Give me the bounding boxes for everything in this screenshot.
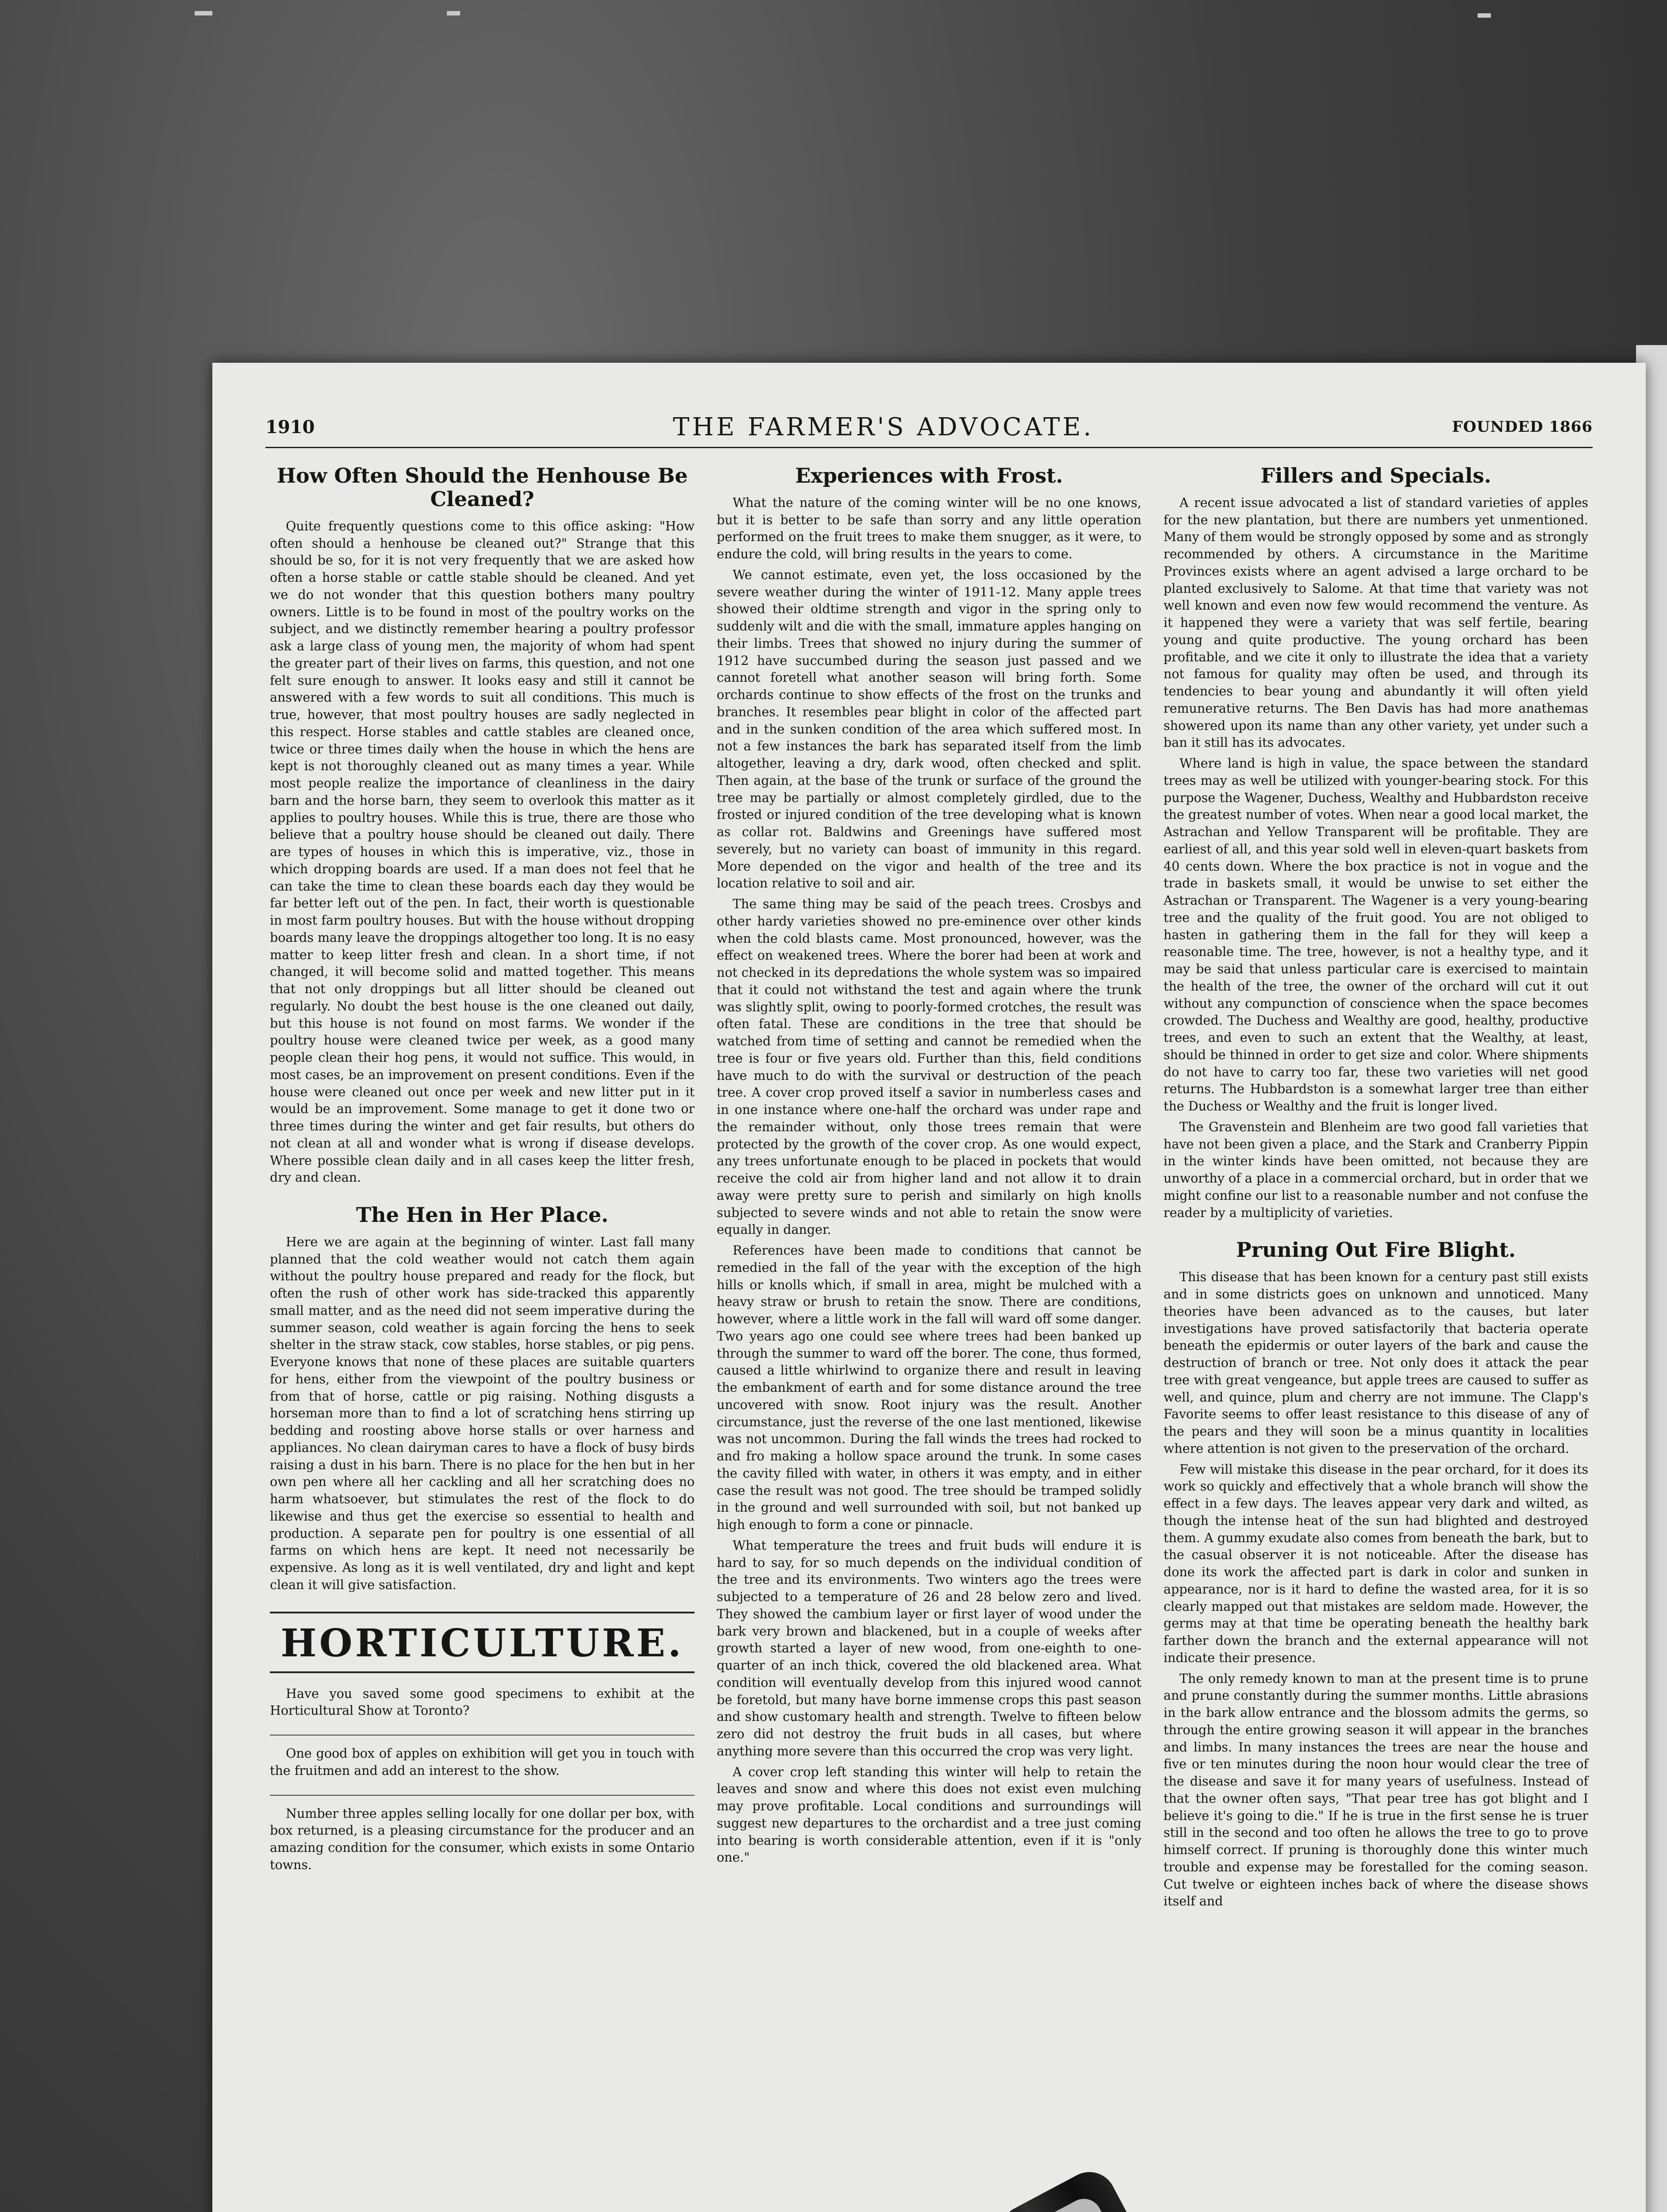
- article-paragraph: The Gravenstein and Blenheim are two good fall varieties that have not been given a place, and the Stark and Cranberry Pippin in the winter kinds have been omitted, not because they are unworthy of a place in a commercial orchard, but in order that we might confine our list to a reasonable number and not confuse the reader by a multiplicity of varieties.: [1164, 1119, 1588, 1220]
- page-number: 1910: [265, 416, 315, 438]
- column-left: [270, 462, 695, 1889]
- article-heading-hen-in-place: The Hen in Her Place.: [356, 1203, 609, 1227]
- article-text-henhouse: Quite frequently questions come to this office asking: "How often should a henhouse be cleaned out?" Strange that this should be so, for it is not very frequently that we are asked how often a horse stable or cattle stable should be cleaned. And yet we do not wonder that this question bothers many poultry owners. Little is to be found in most of the poultry works on the subject, and we distinctly remember hearing a poultry professor ask a large class of young men, the majority of whom had spent the greater part of their lives on farms, this question, and not one felt sure enough to answer. It looks easy and still it cannot be answered with a few words to suit all conditions. This much is true, however, that most poultry houses are sadly neglected in this respect. Horse stables and cattle stables are cleaned once, twice or three times daily when the house in which the hens are kept is not thoroughly cleaned out as many times a year. While most people realize the importance of cleanliness in the dairy barn and the horse barn, they seem to overlook this matter as it applies to poultry houses. While this is true, there are those who believe that a poultry house should be cleaned out daily. There are types of houses in which this is imperative, viz., those in which dropping boards are used. If a man does not feel that he can take the time to clean these boards each day they would be far better left out of the pen. In fact, their worth is questionable in most farm poultry houses. But with the house without dropping boards many leave the droppings altogether too long. It is no easy matter to keep litter fresh and clean. In a short time, if not changed, it will become solid and matted together. This means that not only droppings but all litter should be cleaned out regularly. No doubt the best house is the one cleaned out daily, but this house is not found on most farms. We wonder if the poultry house were cleaned twice per week, as a good many people clean their hog pens, it would not suffice. This would, in most cases, be an improvement on present conditions. Even if the house were cleaned out once per week and new litter put in it would be an improvement. Some manage to get it done two or three times during the winter and get fair results, but others do not clean at all and wonder what is wrong if disease develops. Where possible clean daily and in all cases keep the litter fresh, dry and clean.: [270, 518, 695, 1185]
- publication-title: THE FARMER'S ADVOCATE.: [673, 412, 1094, 442]
- horticulture-note: Have you saved some good specimens to exhibit at the Horticultural Show at Toronto?: [270, 1686, 695, 1718]
- article-heading-fire-blight: Pruning Out Fire Blight.: [1236, 1238, 1516, 1262]
- article-paragraph: What temperature the trees and fruit buds will endure it is hard to say, for so much depends on the individual condition of the tree and its environments. Two winters ago the trees were subjected to a temperature of 26 and 28 below zero and lived. They showed the cambium layer or first layer of wood under the bark very brown and blackened, but in a couple of weeks after growth started a layer of new wood, from one-eighth to one-quarter of an inch thick, covered the old blackened area. What condition will eventually develop from this injured wood cannot be foretold, but many have borne immense crops this past season and show customary health and strength. Twelve to fifteen below zero did not destroy the fruit buds in all cases, but where anything more severe than this occurred the crop was very light.: [717, 1538, 1141, 1759]
- article-paragraph: This disease that has been known for a century past still exists and in some districts goes on unknown and unnoticed. Many theories have been advanced as to the causes, but later investigations have proved satisfactorily that bacteria operate beneath the epidermis or outer layers of the bark and cause the destruction of branch or tree. Not only does it attack the pear tree with great vengeance, but apple trees are caused to suffer as well, and quince, plum and cherry are not immune. The Clapp's Favorite seems to offer least resistance to this disease of any of the pears and they will soon be a minus quantity in localities where attention is not given to the preservation of the orchard.: [1164, 1270, 1588, 1456]
- section-heading-horticulture: HORTICULTURE.: [270, 1612, 695, 1673]
- film-mark: [447, 11, 460, 15]
- article-paragraph: Where land is high in value, the space between the standard trees may as well be utilized with younger-bearing stock. For this purpose the Wagener, Duchess, Wealthy and Hubbardston receive the greatest number of votes. When near a good local market, the Astrachan and Yellow Transparent will be profitable. They are earliest of all, and this year sold well in eleven-quart baskets from 40 cents down. Where the box practice is not in vogue and the trade in baskets small, it would be unwise to set either the Astrachan or Transparent. The Wagener is a very young-bearing tree and the quality of the fruit good. You are not obliged to hasten in gathering them in the fall for they will keep a reasonable time. The tree, however, is not a healthy type, and it may be said that unless particular care is exercised to maintain the health of the tree, the owner of the orchard will cut it out without any compunction of conscience when the space becomes crowded. The Duchess and Wealthy are good, healthy, productive trees, and even to such an extent that the Wealthy, at least, should be thinned in order to get size and color. Where shipments do not have to carry too far, these two varieties will net good returns. The Hubbardston is a somewhat larger tree than either the Duchess or Wealthy and the fruit is longer lived.: [1164, 756, 1588, 1114]
- article-paragraph: Few will mistake this disease in the pear orchard, for it does its work so quickly and effectively that a whole branch will show the effect in a few days. The leaves appear very dark and wilted, as though the intense heat of the sun had blighted and destroyed them. A gummy exudate also comes from beneath the bark, but to the casual observer it is not noticeable. After the disease has done its work the affected part is dark in color and sunken in appearance, nor is it hard to define the wasted area, for it is so clearly mapped out that mistakes are seldom made. However, the germs may at that time be operating beneath the healthy bark farther down the branch and the external appearance will not indicate their presence.: [1164, 1462, 1588, 1665]
- article-paragraph: What the nature of the coming winter will be no one knows, but it is better to be safe than sorry and any little operation performed on the fruit trees to make them snugger, as it were, to endure the cold, will bring results in the years to come.: [717, 495, 1141, 562]
- masthead: [265, 411, 1593, 442]
- horticulture-note: Number three apples selling locally for one dollar per box, with box returned, is a pleasing circumstance for the producer and an amazing condition for the consumer, which exists in some Ontario towns.: [270, 1795, 695, 1874]
- article-heading-henhouse: How Often Should the Henhouse Be Cleaned?: [277, 464, 688, 511]
- article-paragraph: The same thing may be said of the peach trees. Crosbys and other hardy varieties showed no pre-eminence over other kinds when the cold blasts came. Most pronounced, however, was the effect on weakened trees. Where the borer had been at work and not checked in its depredations the whole system was so impaired that it could not withstand the test and again where the trunk was slightly split, owing to poorly-formed crotches, the result was often fatal. These are conditions in the tree that should be watched from time of setting and cannot be remedied when the tree is four or five years old. Further than this, field conditions have much to do with the survival or destruction of the peach tree. A cover crop proved itself a savior in numberless cases and in one instance where one-half the orchard was under rape and the remainder without, only those trees remain that were protected by the growth of the cover crop. As one would expect, any trees unfortunate enough to be placed in pockets that would receive the cold air from higher land and not allow it to drain away were pretty sure to perish and similarly on high knolls subjected to severe winds and not able to retain the snow were equally in danger.: [717, 897, 1141, 1237]
- film-mark: [1478, 13, 1491, 18]
- column-right: [1164, 462, 1588, 1914]
- horticulture-note: One good box of apples on exhibition will get you in touch with the fruitmen and add an interest to the show.: [270, 1735, 695, 1780]
- article-paragraph: The only remedy known to man at the present time is to prune and prune constantly during the summer months. Little abrasions in the bark allow entrance and the blossom admits the germs, so through the entire growing season it will appear in the branches and limbs. In many instances the trees are near the house and five or ten minutes during the noon hour would clear the tree of the disease and save it for many years of usefulness. Instead of that the owner often says, "That pear tree has got blight and I believe it's going to die." If he is true in the first sense he is truer still in the second and too often he allows the tree to go to prove himself correct. If pruning is thoroughly done this winter much trouble and expense may be forestalled for the coming season. Cut twelve or eighteen inches back of where the disease shows itself and: [1164, 1671, 1588, 1909]
- founded-line: FOUNDED 1866: [1452, 418, 1593, 436]
- article-heading-frost: Experiences with Frost.: [795, 464, 1063, 488]
- film-mark: [195, 11, 212, 15]
- article-paragraph: A cover crop left standing this winter will help to retain the leaves and snow and where this does not exist even mulching may prove profitable. Local conditions and surroundings will suggest new departures to the orchardist and a tree just coming into bearing is worth considerable attention, even if it is "only one.": [717, 1764, 1141, 1865]
- column-middle: [717, 462, 1141, 1870]
- article-heading-fillers: Fillers and Specials.: [1260, 464, 1491, 488]
- masthead-rule: [265, 447, 1593, 448]
- article-text-hen-in-place: Here we are again at the beginning of winter. Last fall many planned that the cold weather would not catch them again without the poultry house prepared and ready for the flock, but often the rush of other work has side-tracked this apparently small matter, and as the need did not seem imperative during the summer season, cold weather is again forcing the hens to seek shelter in the straw stack, cow stables, horse stables, or pig pens. Everyone knows that none of these places are suitable quarters for hens, either from the viewpoint of the poultry business or from that of horse, cattle or pig raising. Nothing disgusts a horseman more than to find a lot of scratching hens stirring up bedding and roosting above horse stalls or over harness and appliances. No clean dairyman cares to have a flock of busy birds raising a dust in his barn. There is no place for the hen but in her own pen where all her cackling and all her scratching does no harm whatsoever, but stimulates the rest of the flock to do likewise and thus get the exercise so essential to health and production. A separate pen for poultry is one essential of all farms on which hens are kept. It need not necessarily be expensive. As long as it is well ventilated, dry and light and kept clean it will give satisfaction.: [270, 1234, 695, 1592]
- article-paragraph: References have been made to conditions that cannot be remedied in the fall of the year with the exception of the high hills or knolls which, if small in area, might be mulched with a heavy straw or brush to retain the snow. There are conditions, however, where a little work in the fall will ward off some danger. Two years ago one could see where trees had been banked up through the summer to ward off the borer. The cone, thus formed, caused a little whirlwind to organize there and result in leaving the embankment of earth and for some distance around the tree uncovered with snow. Root injury was the result. Another circumstance, just the reverse of the one last mentioned, likewise was not uncommon. During the fall winds the trees had rocked to and fro making a hollow space around the trunk. In some cases the cavity filled with water, in others it was empty, and in either case the result was not good. The tree should be tramped solidly in the ground and well surrounded with soil, but not banked up high enough to form a cone or pinnacle.: [717, 1243, 1141, 1532]
- newspaper-page: [212, 363, 1646, 2212]
- article-paragraph: A recent issue advocated a list of standard varieties of apples for the new plantation, but there are numbers yet unmentioned. Many of them would be strongly opposed by some and as strongly recommended by others. A circumstance in the Maritime Provinces exists where an agent advised a large orchard to be planted exclusively to Salome. At that time that variety was not well known and even now few would recommend the venture. As it happened they were a variety that was self fertile, bearing young and quite productive. The young orchard has been profitable, and we cite it only to illustrate the idea that a variety not famous for quality may often be used, and through its tendencies to bear young and abundantly it will often yield remunerative returns. The Ben Davis has had more anathemas showered upon its name than any other variety, yet under such a ban it still has its advocates.: [1164, 495, 1588, 750]
- article-paragraph: We cannot estimate, even yet, the loss occasioned by the severe weather during the winter of 1911-12. Many apple trees showed their oldtime strength and vigor in the spring only to suddenly wilt and die with the small, immature apples hanging on their limbs. Trees that showed no injury during the summer of 1912 have succumbed during the season just passed and we cannot foretell what another season will bring forth. Some orchards continue to show effects of the frost on the trunks and branches. It resembles pear blight in color of the affected part and in the sunken condition of the area which suffered most. In not a few instances the bark has separated itself from the limb altogether, leaving a dry, dark wood, often checked and split. Then again, at the base of the trunk or surface of the ground the tree may be partially or almost completely girdled, due to the frosted or injured condition of the tree developing what is known as collar rot. Baldwins and Greenings have suffered most severely, but no variety can boast of immunity in this regard. More depended on the vigor and health of the tree and its location relative to soil and air.: [717, 567, 1141, 891]
